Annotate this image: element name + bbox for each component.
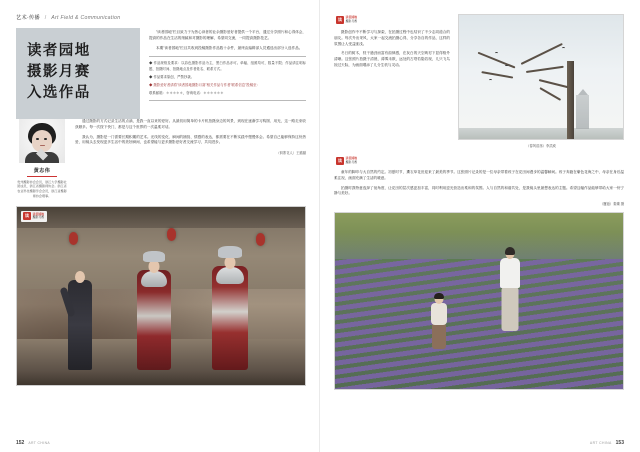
body-paragraph: 拍摄时我特意选择了低角度，让花田的层次感更加丰富，同时利用逆光营造出柔和的氛围。人与自然的和谐共处，是我镜头里最想表达的主题。希望这幅作品能够带给大家一份宁静与美好。: [334, 185, 624, 196]
title-line-3: 入选作品: [27, 85, 91, 102]
rule-item: 联系邮箱：＊＊＊＊＊，咨询电话：＊＊＊＊＊＊: [149, 90, 224, 95]
bottom-section: [334, 155, 624, 390]
footer-brand: ART CHINA: [28, 441, 51, 445]
title-line-1: 读者园地: [27, 43, 91, 59]
rule-item: ◆ 作品要求原创，严禁抄袭。: [149, 74, 195, 79]
badge-mark: 读: [338, 16, 342, 22]
photographer-figure: [63, 271, 97, 371]
badge-line-2: 摄影月赛: [345, 159, 358, 164]
intro-column: [149, 28, 306, 101]
page-title: [16, 28, 140, 119]
costumed-figure: [207, 249, 253, 371]
pagoda-silhouette: [576, 95, 589, 129]
intro-paragraph: 本期"读者园地"栏目共收到投稿摄影作品数十余件，最终由编辑部人员遴选出部分入选作品。: [156, 45, 303, 50]
lavender-field-photo: [334, 212, 624, 390]
badge-line-1: 读者园地: [345, 15, 358, 20]
tree-photo-column: [458, 14, 624, 148]
column-badge: [21, 211, 47, 222]
title-line-2: 摄影月赛: [27, 64, 91, 81]
body-paragraph: 冬日的树木，枝干遒劲而富有韵律感，在灰白的天空映衬下显得格外清晰。这张照片拍摄于清晨，薄雾未散，远处的古塔若隐若现，几只飞鸟掠过天际，为画面增添了几分生机与灵动。: [334, 51, 450, 68]
running-head-separator: /: [44, 15, 47, 21]
intro-paragraph: "读者园地"栏目致力于为热心读者的业余摄影爱好者提供一个平台，通过分享照片和心得体会，提高的作品在生活的细腻和对摄影的理解，希望同交流，一同提高摄影技艺。: [149, 30, 306, 40]
author-name: 黄志伟: [33, 168, 51, 175]
submission-rules: [149, 56, 306, 101]
footer-right: [590, 440, 624, 446]
badge-mark: 读: [25, 213, 29, 219]
badge-line-2: 摄影月赛: [345, 18, 358, 23]
page-number: 152: [16, 440, 25, 446]
photo-credit: （侗寨花人）王璐璐: [276, 151, 306, 156]
right-page: [320, 0, 640, 452]
top-text-column: [334, 14, 450, 148]
top-section: [334, 14, 624, 148]
running-head: [16, 14, 306, 21]
badge-line-1: 读者园地: [345, 156, 358, 161]
footer-brand: ART CHINA: [589, 441, 612, 445]
rule-item: ◆ 摄影爱好者请将"读者园地摄影月赛"相关作品与作者"联系信息"投稿至：: [149, 82, 260, 87]
badge-line-1: 读者园地: [32, 211, 45, 216]
footer-left: [16, 440, 50, 446]
running-head-cn: 艺术·传播: [16, 15, 40, 21]
avatar: [19, 119, 65, 163]
badge-mark: 读: [338, 157, 342, 163]
column-badge: [334, 14, 360, 25]
child-figure: [427, 294, 451, 350]
rule-item: ◆ 作品规格及要求：以彩色摄影作品为主，黑白作品亦可。单幅、组照均可，数量不限；作品请注明标题、拍摄时间、拍摄地点及作者姓名、联系方式。: [149, 61, 306, 71]
author-identity: [16, 119, 68, 199]
body-paragraph: 摄影创作中不断学习与探索，在拍摄过程中也结识了不少志同道合的朋友。每次外出采风，大家一起交流拍摄心得，分享各自的作品，这样的氛围让人受益匪浅。: [334, 30, 450, 46]
badge-line-2: 摄影月赛: [32, 215, 45, 220]
author-description: 贵州摄影协会会员，浙江大学摄影社团成员，浙江省摄影师协会。浙江省农业科技摄影学会会员，浙江省摄影师协会理事。: [17, 179, 67, 198]
author-statement: [75, 119, 306, 199]
author-bio: [16, 119, 306, 199]
column-badge: [334, 155, 360, 166]
minority-women-photo: [16, 206, 306, 386]
running-head-en: Art Field & Communication: [51, 15, 121, 21]
winter-tree-photo: [458, 14, 624, 140]
mother-figure: [493, 248, 527, 334]
page-number: 153: [615, 440, 624, 446]
costumed-figure: [132, 253, 176, 371]
body-paragraph: 我认为，摄影是一门需要长期积累的艺术。光线的变化、瞬间的捕捉、情感的表达，都需要在不断实践中慢慢体会。希望自己能够保持这份热爱，用镜头去发现更多生活中的美好瞬间，也希望能与更多摄影爱好者交流学习，共同进步。: [75, 134, 306, 145]
photo-caption: （邂逅）秦臻 摄: [600, 202, 624, 207]
photo-caption: （春风浩荡）李武威: [526, 144, 556, 148]
body-paragraph: 通过摄影的方式记录生活的点滴，是我一直以来的爱好。从最初用简单的卡片机拍摄身边的风景，到现在逐渐学习构图、用光，这一路走来收获颇多。每一次按下快门，都是与这个世界的一次温柔对话。: [75, 119, 306, 129]
divider: [27, 176, 57, 177]
body-paragraph: 童年的脚印与大自然的约定。初夏时节，薰衣草花田迎来了最美的季节。这张照片记录的是一位母亲带着孩子在花田间漫步的温馨瞬间。孩子奔跑在紫色花海之中，母亲在身后温柔注视，画面充满了生活的暖意。: [334, 170, 624, 180]
